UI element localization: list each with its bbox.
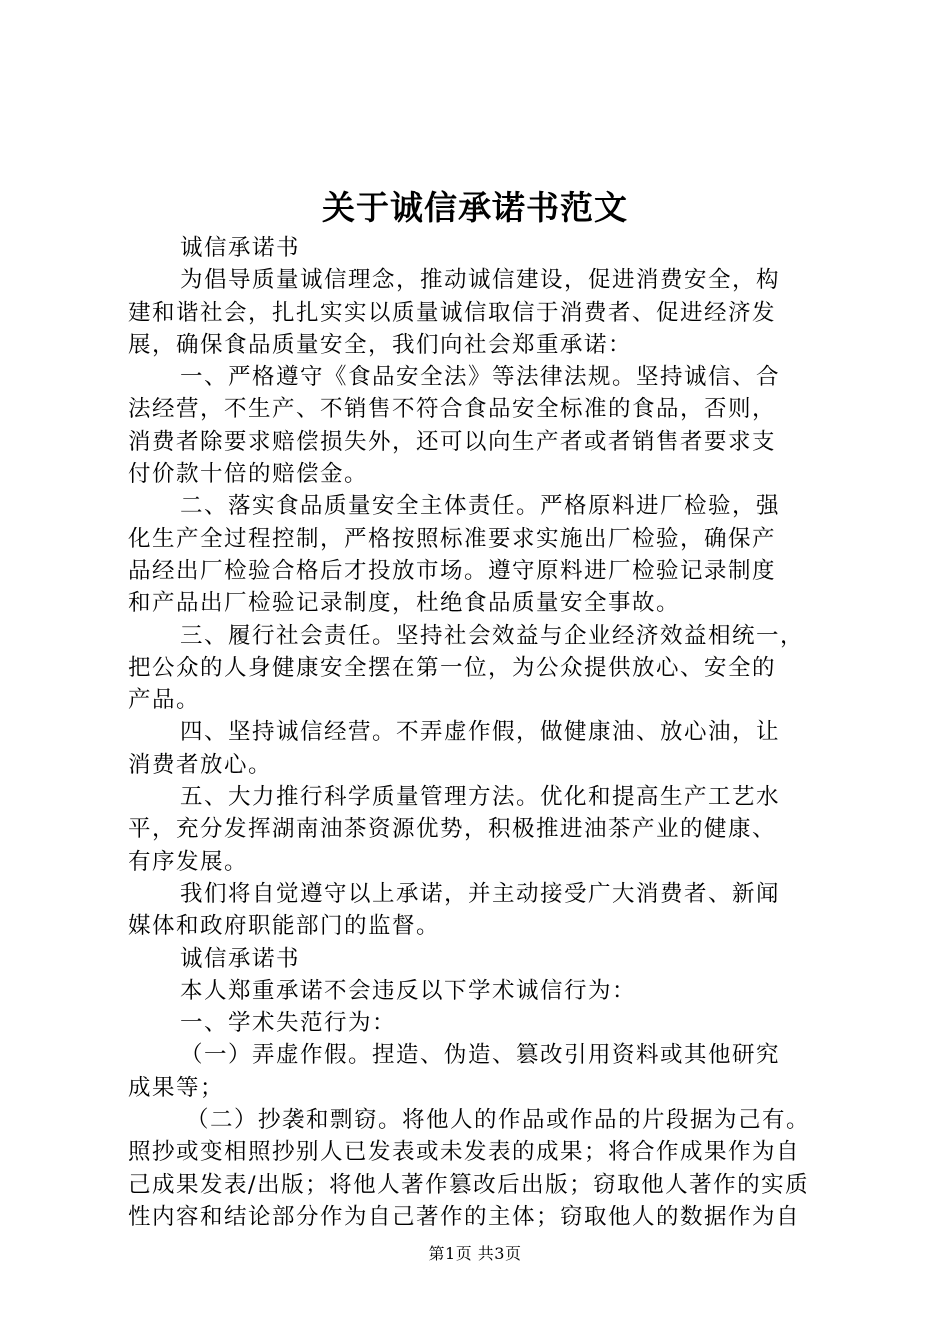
text-line: 性内容和结论部分作为自己著作的主体；窃取他人的数据作为自: [128, 1203, 801, 1230]
text-line: 本人郑重承诺不会违反以下学术诚信行为：: [180, 977, 637, 1004]
text-line: 付价款十倍的赔偿金。: [128, 461, 369, 488]
text-line: 和产品出厂检验记录制度，杜绝食品质量安全事故。: [128, 590, 681, 617]
text-line: 为倡导质量诚信理念，推动诚信建设，促进消费安全，构: [180, 267, 781, 294]
text-line: 诚信承诺书: [180, 235, 301, 261]
text-line: 建和谐社会，扎扎实实以质量诚信取信于消费者、促进经济发: [128, 299, 777, 326]
text-line: 有序发展。: [128, 848, 249, 875]
text-line: 二、落实食品质量安全主体责任。严格原料进厂检验，强: [180, 493, 781, 520]
document-title: 关于诚信承诺书范文: [322, 188, 628, 227]
text-line: 五、大力推行科学质量管理方法。优化和提高生产工艺水: [180, 784, 781, 811]
text-line: 照抄或变相照抄别人已发表或未发表的成果；将合作成果作为自: [128, 1139, 801, 1166]
text-line: 一、学术失范行为：: [180, 1010, 397, 1037]
text-line: 法经营，不生产、不销售不符合食品安全标准的食品，否则，: [128, 396, 777, 423]
document-body: [128, 232, 838, 1233]
text-line: 平，充分发挥湖南油茶资源优势，积极推进油茶产业的健康、: [128, 816, 777, 843]
text-line: 化生产全过程控制，严格按照标准要求实施出厂检验，确保产: [128, 525, 777, 552]
text-line: 产品。: [128, 687, 201, 714]
text-line: 己成果发表/出版；将他人著作篡改后出版；窃取他人著作的实质: [128, 1171, 810, 1198]
text-line: 我们将自觉遵守以上承诺，并主动接受广大消费者、新闻: [180, 880, 781, 907]
text-line: 展，确保食品质量安全，我们向社会郑重承诺：: [128, 331, 633, 358]
text-line: 四、坚持诚信经营。不弄虚作假，做健康油、放心油，让: [180, 719, 781, 746]
text-line: 消费者放心。: [128, 751, 273, 778]
text-line: 一、严格遵守《食品安全法》等法律法规。坚持诚信、合: [180, 364, 781, 391]
text-line: 三、履行社会责任。坚持社会效益与企业经济效益相统一，: [180, 622, 805, 649]
text-line: 消费者除要求赔偿损失外，还可以向生产者或者销售者要求支: [128, 428, 777, 455]
text-line: 品经出厂检验合格后才投放市场。遵守原料进厂检验记录制度: [128, 557, 777, 584]
text-line: 诚信承诺书: [180, 945, 301, 972]
text-line: 把公众的人身健康安全摆在第一位，为公众提供放心、安全的: [128, 654, 777, 681]
text-line: （一）弄虚作假。捏造、伪造、篡改引用资料或其他研究: [180, 1042, 781, 1069]
text-line: 媒体和政府职能部门的监督。: [128, 913, 441, 940]
page-footer: 第1页 共3页: [428, 1244, 522, 1263]
text-line: 成果等；: [128, 1074, 225, 1101]
text-line: （二）抄袭和剽窃。将他人的作品或作品的片段据为己有。: [186, 1107, 811, 1134]
